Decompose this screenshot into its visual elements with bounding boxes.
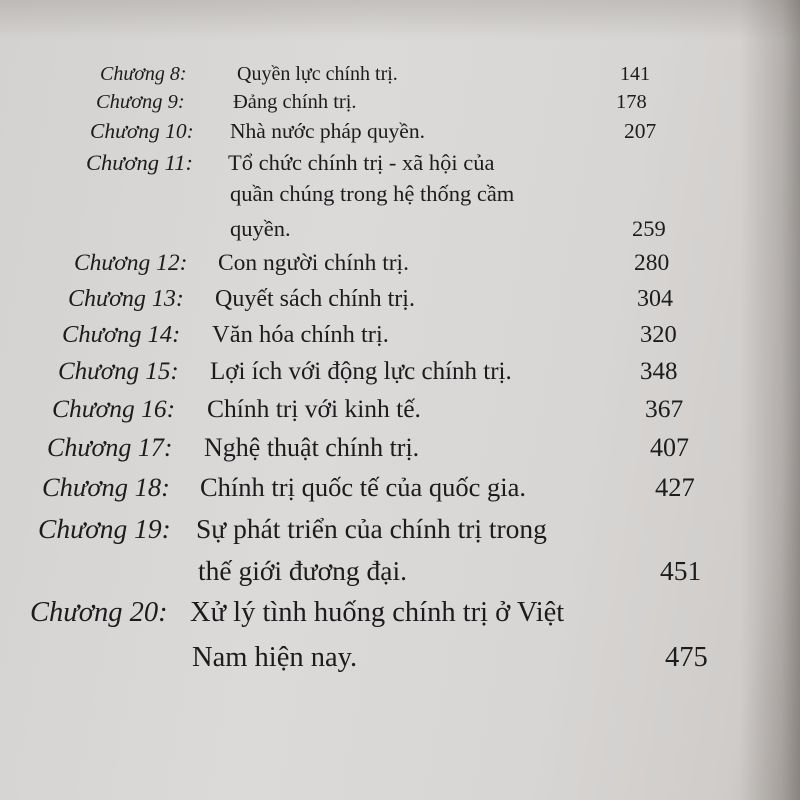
chapter-title: Con người chính trị. [218, 250, 409, 276]
chapter-title: quần chúng trong hệ thống cầm [230, 181, 515, 206]
chapter-label: Chương 18: [42, 472, 170, 502]
chapter-label: Chương 10: [90, 119, 194, 143]
page-number: 475 [665, 642, 708, 673]
chapter-title: Quyết sách chính trị. [215, 286, 415, 312]
chapter-label: Chương 9: [96, 91, 185, 113]
chapter-title: quyền. [230, 216, 291, 241]
chapter-label: Chương 20: [30, 597, 168, 628]
chapter-title: Nghệ thuật chính trị. [204, 433, 420, 462]
page-number: 141 [620, 63, 650, 85]
chapter-label: Chương 14: [62, 321, 181, 348]
page-shadow-top [0, 0, 800, 40]
page-number: 259 [632, 216, 666, 241]
chapter-title: Tổ chức chính trị - xã hội của [228, 150, 495, 175]
chapter-label: Chương 13: [68, 286, 184, 312]
page-number: 407 [650, 433, 689, 462]
chapter-label: Chương 12: [74, 250, 188, 276]
chapter-title: Lợi ích với động lực chính trị. [210, 358, 512, 385]
chapter-label: Chương 16: [52, 394, 176, 423]
chapter-title: Quyền lực chính trị. [237, 63, 398, 85]
chapter-label: Chương 11: [86, 150, 193, 175]
page-number: 427 [655, 472, 695, 502]
page-number: 451 [660, 555, 702, 586]
chapter-label: Chương 8: [100, 63, 187, 85]
chapter-label: Chương 15: [58, 358, 179, 385]
chapter-title: Sự phát triển của chính trị trong [196, 513, 547, 544]
chapter-title: Nhà nước pháp quyền. [230, 119, 425, 143]
page-number: 178 [616, 91, 647, 113]
chapter-title: Chính trị quốc tế của quốc gia. [200, 472, 527, 502]
page-edge-shadow [740, 0, 800, 800]
chapter-label: Chương 17: [47, 433, 173, 462]
chapter-label: Chương 19: [38, 513, 171, 544]
chapter-title: Đảng chính trị. [233, 91, 357, 113]
chapter-title: Nam hiện nay. [192, 642, 358, 673]
page-number: 207 [624, 119, 657, 143]
chapter-title: Xử lý tình huống chính trị ở Việt [190, 597, 565, 628]
page-number: 304 [637, 286, 673, 312]
page-number: 348 [640, 358, 678, 385]
page-number: 320 [640, 321, 677, 348]
chapter-title: Văn hóa chính trị. [212, 321, 389, 348]
page-number: 367 [645, 394, 684, 423]
chapter-title: Chính trị với kinh tế. [207, 394, 421, 423]
chapter-title: thế giới đương đại. [198, 555, 407, 586]
page-number: 280 [634, 250, 670, 276]
